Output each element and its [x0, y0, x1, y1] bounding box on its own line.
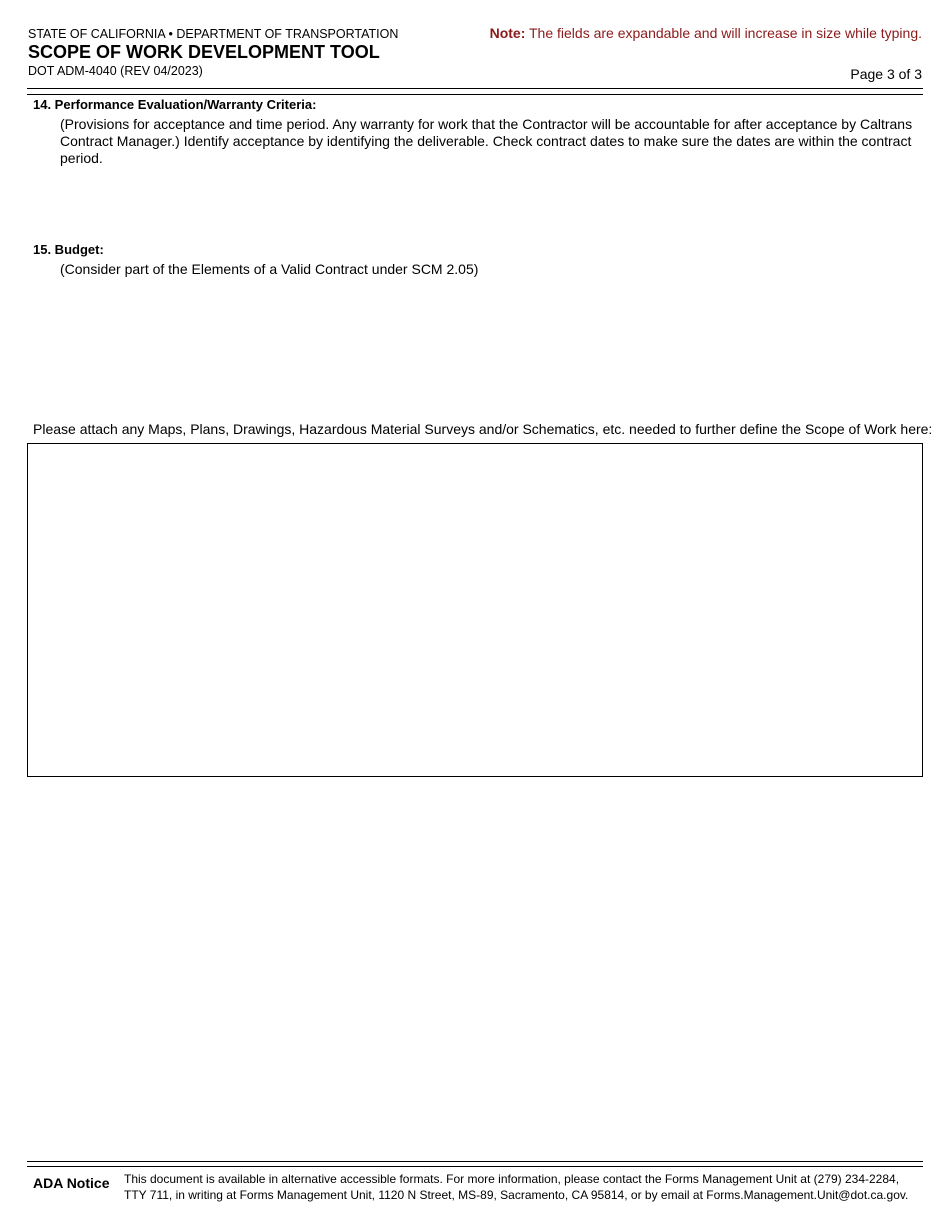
footer-divider [27, 1166, 923, 1167]
agency-name: STATE OF CALIFORNIA • DEPARTMENT OF TRANSPORTATION [28, 27, 399, 41]
attachment-box[interactable] [27, 443, 923, 777]
note-text: The fields are expandable and will increase in size while typing. [525, 25, 922, 41]
header-divider [27, 88, 923, 89]
attachment-label: Please attach any Maps, Plans, Drawings, Hazardous Material Surveys and/or Schematics, etc. needed to further define the Scope of Work here: [33, 421, 933, 437]
form-title: SCOPE OF WORK DEVELOPMENT TOOL [28, 42, 380, 62]
expandable-note [490, 25, 922, 41]
note-label: Note: [489, 25, 526, 41]
ada-notice-text: This document is available in alternative accessible formats. For more information, please contact the Forms Management Unit at (279) 234-2284, TTY 711, in writing at Forms Management Unit, 1120 N Street, MS-89, Sacramento, CA 95814, or by email at Forms.Management.Unit@dot.ca.gov. [124, 1172, 909, 1202]
ada-notice-label: ADA Notice [33, 1175, 110, 1191]
section-15-heading: 15. Budget: [33, 242, 104, 257]
section-15-description: (Consider part of the Elements of a Valid Contract under SCM 2.05) [60, 261, 479, 277]
page-number: Page 3 of 3 [850, 66, 922, 82]
form-number: DOT ADM-4040 (REV 04/2023) [28, 64, 203, 78]
section-14-field[interactable] [60, 168, 920, 233]
footer-divider [27, 1161, 923, 1162]
section-14-description: (Provisions for acceptance and time period. Any warranty for work that the Contractor will be accountable for after acceptance by Caltrans Contract Manager.) Identify acceptance by identifying the deliverable. Check contract dates to make sure the dates are within the contract period. [60, 116, 913, 166]
section-14-heading: 14. Performance Evaluation/Warranty Criteria: [33, 97, 317, 112]
header-divider [27, 94, 923, 95]
section-15-field[interactable] [60, 282, 920, 402]
